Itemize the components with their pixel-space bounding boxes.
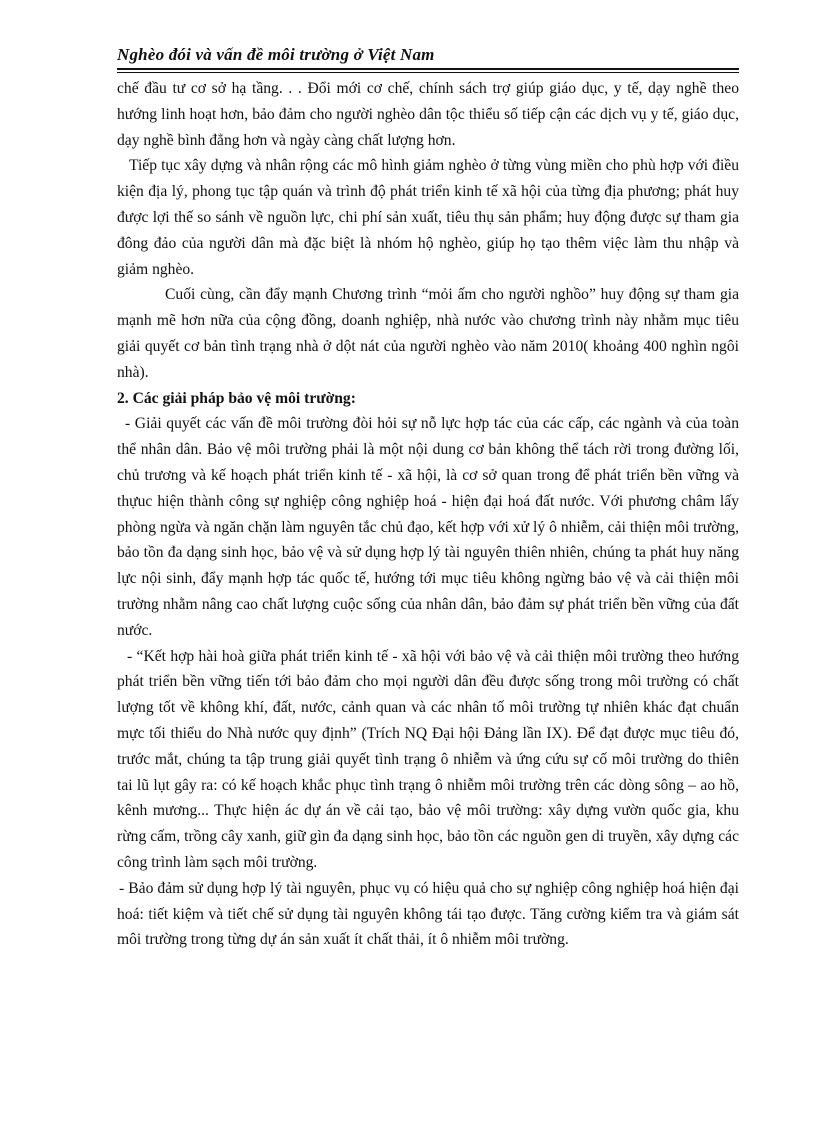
- paragraph-4: - Giải quyết các vấn đề môi trường đòi hỏi sự nỗ lực hợp tác của các cấp, các ngành và của toàn thể nhân dân. Bảo vệ môi trường phải là một nội dung cơ bản không thể tách rời trong đường lối, chủ trương và kế hoạch phát triển kinh tế - xã hội, là cơ sở quan trong để phát triển bền vững và thựuc hiện thành công sự nghiệp công nghiệp hoá - hiện đại hoá đất nước. Với phương châm lấy phòng ngừa và ngăn chặn làm nguyên tắc chủ đạo, kết hợp với xử lý ô nhiễm, cải thiện môi trường, bảo tồn đa dạng sinh học, bảo vệ và sử dụng hợp lý tài nguyên thiên nhiên, chúng ta phát huy năng lực nội sinh, đẩy mạnh hợp tác quốc tế, hướng tới mục tiêu không ngừng bảo vệ và cải thiện môi trường nhằm nâng cao chất lượng cuộc sống của nhân dân, bảo đảm sự phát triển bền vững của đất nước.: [117, 415, 739, 639]
- page-header: [117, 44, 739, 66]
- paragraph-1: chế đầu tư cơ sở hạ tầng. . . Đổi mới cơ chế, chính sách trợ giúp giáo dục, y tế, dạy nghề theo hướng linh hoạt hơn, bảo đảm cho người nghèo dân tộc thiểu số tiếp cận các dịch vụ y tế, giáo dục, dạy nghề bình đẳng hơn và ngày càng chất lượng hơn.: [117, 80, 739, 149]
- document-body: [117, 76, 739, 953]
- header-title: Nghèo đói và vấn đề môi trường ở Việt Nam: [117, 45, 435, 64]
- header-rule-thin: [117, 72, 739, 73]
- paragraph-5: - “Kết hợp hài hoà giữa phát triển kinh tế - xã hội với bảo vệ và cải thiện môi trường theo hướng phát triển bền vững tiến tới bảo đảm cho mọi người dân đều được sống trong môi trường có chất lượng tốt về không khí, đất, nước, cảnh quan và các nhân tố môi trường tự nhiên khác đạt chuẩn mực tối thiểu do Nhà nước quy định” (Trích NQ Đại hội Đảng lần IX). Để đạt được mục tiêu đó, trước mắt, chúng ta tập trung giải quyết tình trạng ô nhiễm và ứng cứu sự cố môi trường do thiên tai lũ lụt gây ra: có kế hoạch khắc phục tình trạng ô nhiễm môi trường trên các dòng sông – ao hồ, kênh mương... Thực hiện ác dự án về cải tạo, bảo vệ môi trường: xây dựng vườn quốc gia, khu rừng cấm, trồng cây xanh, giữ gìn đa dạng sinh học, bảo tồn các nguồn gen di truyền, xây dựng các công trình làm sạch môi trường.: [117, 647, 739, 871]
- section-heading: 2. Các giải pháp bảo vệ môi trường:: [117, 389, 356, 407]
- paragraph-3: Cuối cùng, cần đẩy mạnh Chương trình “mỏi ấm cho người nghồo” huy động sự tham gia mạnh mẽ hơn nữa của cộng đồng, doanh nghiệp, nhà nước vào chương trình này nhằm mục tiêu giải quyết cơ bản tình trạng nhà ở dột nát của người nghèo vào năm 2010( khoảng 400 nghìn ngôi nhà).: [117, 286, 739, 381]
- paragraph-2: Tiếp tục xây dựng và nhân rộng các mô hình giảm nghèo ở từng vùng miền cho phù hợp với điều kiện địa lý, phong tục tập quán và trình độ phát triển kinh tế xã hội của từng địa phương; phát huy được lợi thế so sánh về nguồn lực, chi phí sản xuất, tiêu thụ sản phẩm; huy động được sự tham gia đông đảo của người dân mà đặc biệt là nhóm hộ nghèo, giúp họ tạo thêm việc làm thu nhập và giảm nghèo.: [117, 157, 739, 278]
- header-rule-thick: [117, 68, 739, 70]
- paragraph-6: - Bảo đảm sử dụng hợp lý tài nguyên, phục vụ có hiệu quả cho sự nghiệp công nghiệp hoá hiện đại hoá: tiết kiệm và tiết chế sử dụng tài nguyên không tái tạo được. Tăng cường kiểm tra và giám sát môi trường trong từng dự án sản xuất ít chất thải, ít ô nhiễm môi trường.: [117, 879, 739, 949]
